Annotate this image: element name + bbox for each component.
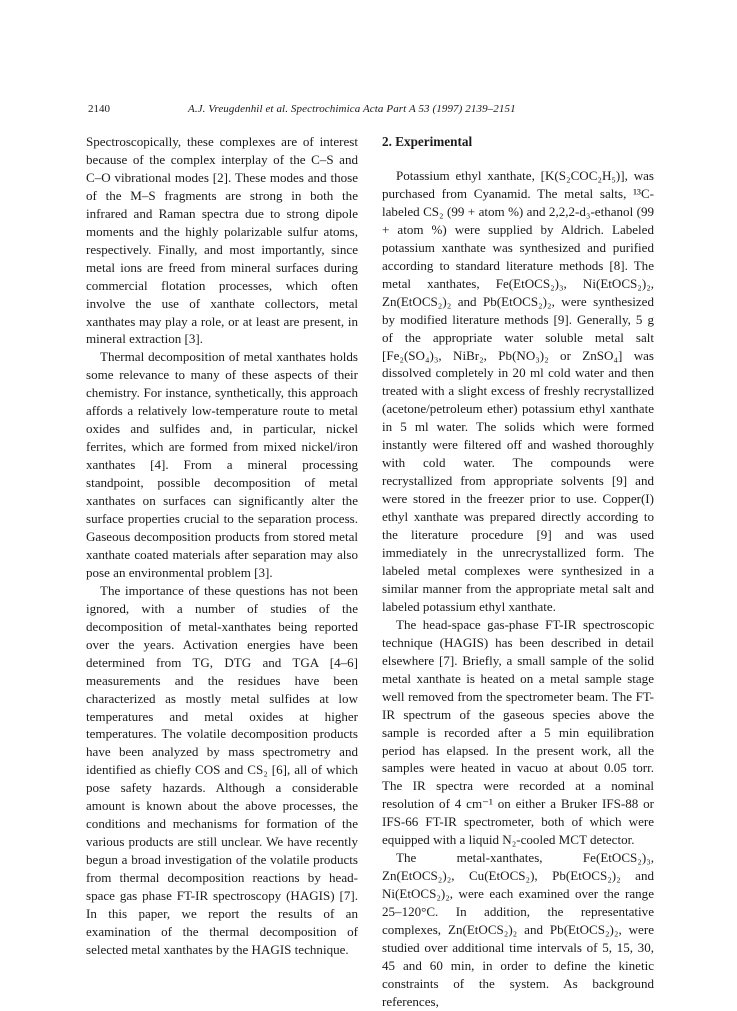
paragraph: Spectroscopically, these complexes are of interest because of the complex interplay of the C–S and C–O vibrational modes [2]. These modes and those of the M–S fragments are strong in both the infrared and Raman spectra due to strong dipole moments and the highly polarizable sulfur atoms, respectively. Finally, and most importantly, since metal ions are freed from mineral surfaces during commercial flotation processes, which often involve the use of xanthate collectors, metal xanthates may play a role, or at least are present, in mineral extraction [3]. bbox=[86, 134, 358, 347]
paragraph: The metal-xanthates, Fe(EtOCS₂)₃, Zn(EtOCS₂)₂, Cu(EtOCS₂), Pb(EtOCS₂)₂ and Ni(EtOCS₂)₂, were each examined over the range 25–120°C. In addition, the representative complexes, Zn(EtOCS₂)₂ and Pb(EtOCS₂)₂, were studied over additional time intervals of 5, 15, 30, 45 and 60 min, in order to define the kinetic constraints of the system. As background references, bbox=[382, 850, 654, 1009]
right-column bbox=[382, 133, 654, 1011]
paragraph: The head-space gas-phase FT-IR spectroscopic technique (HAGIS) has been described in detail elsewhere [7]. Briefly, a small sample of the solid metal xanthate is heated on a metal sample stage well removed from the spectrometer beam. The FT-IR spectrum of the gaseous species above the sample is recorded after a 5 min equilibration period has elapsed. In the present work, all the samples were heated in vacuo at about 0.05 torr. The IR spectra were recorded at a nominal resolution of 4 cm⁻¹ on either a Bruker IFS-88 or IFS-66 FT-IR spectrometer, both of which were equipped with a liquid N₂-cooled MCT detector. bbox=[382, 616, 654, 848]
paragraph: Thermal decomposition of metal xanthates holds some relevance to many of these aspects of their chemistry. For instance, synthetically, this approach affords a relatively low-temperature route to metal oxides and sulfides and, in particular, nickel ferrites, which are formed from mixed nickel/iron xanthates [4]. From a mineral processing standpoint, possible decomposition of metal xanthates on surfaces can significantly alter the surface properties crucial to the separation process. Gaseous decomposition products from stored metal xanthate coated materials after separation may also pose an environmental problem [3]. bbox=[86, 349, 358, 580]
journal-citation: A.J. Vreugdenhil et al. Spectrochimica Acta Part A 53 (1997) 2139–2151 bbox=[188, 103, 516, 115]
paragraph: The importance of these questions has not been ignored, with a number of studies of the decomposition of metal-xanthates being reported over the years. Activation energies have been determined from TG, DTG and TGA [4–6] measurements and the residues have been characterized as mostly metal sulfides at low temperatures and metal oxides at higher temperatures. The volatile decomposition products have been analyzed by mass spectrometry and identified as chiefly COS and CS₂ [6], all of which pose safety hazards. Although a considerable amount is known about the above processes, the conditions and mechanisms for formation of the various products are still unclear. We have recently begun a broad investigation of the volatile products from thermal decomposition reactions by head-space gas phase FT-IR spectroscopy (HAGIS) [7]. In this paper, we report the results of an examination of the thermal decomposition of selected metal xanthates by the HAGIS technique. bbox=[86, 582, 358, 957]
left-column bbox=[86, 133, 358, 959]
paragraph: Potassium ethyl xanthate, [K(S₂COC₂H₅)], was purchased from Cyanamid. The metal salts, ¹³C-labeled CS₂ (99 + atom %) and 2,2,2-d₃-ethanol (99 + atom %) were supplied by Aldrich. Labeled potassium xanthate was synthesized and purified according to standard literature methods [8]. The metal xanthates, Fe(EtOCS₂)₃, Ni(EtOCS₂)₂, Zn(EtOCS₂)₂ and Pb(EtOCS₂)₂, were synthesized by modified literature methods [9]. Generally, 5 g of the appropriate water soluble metal salt [Fe₂(SO₄)₃, NiBr₂, Pb(NO₃)₂ or ZnSO₄] was dissolved completely in 20 ml cold water and then treated with a slight excess of freshly recrystallized (acetone/petroleum ether) potassium ethyl xanthate in 5 ml water. The solids which were formed instantly were filtered off and washed thoroughly with cold water. The compounds were recrystallized from appropriate solvents [9] and were stored in the freezer prior to use. Copper(I) ethyl xanthate was prepared directly according to the literature procedure [9] and was used immediately in the unrecrystallized form. The labeled metal complexes were synthesized in a similar manner from the appropriate metal salt and labeled potassium ethyl xanthate. bbox=[382, 168, 654, 614]
section-heading: 2. Experimental bbox=[382, 134, 473, 149]
page-number: 2140 bbox=[88, 103, 110, 115]
